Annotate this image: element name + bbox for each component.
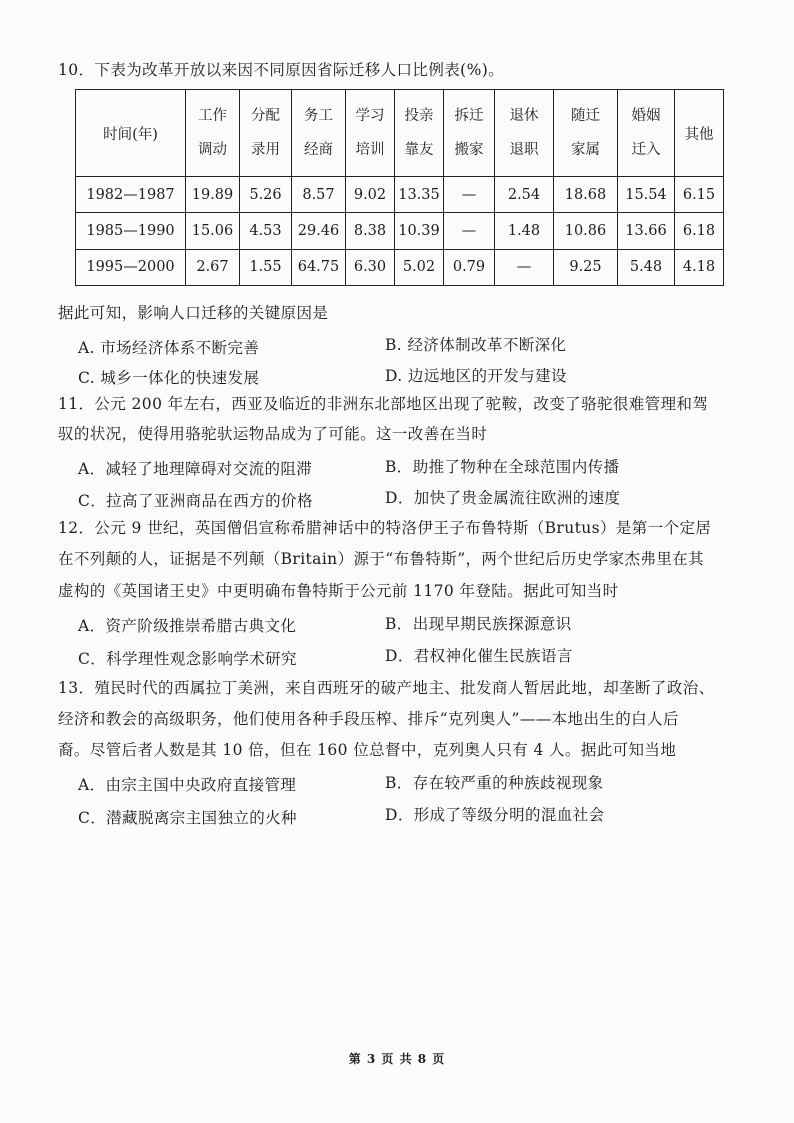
table-cell: 0.79 [444,249,495,285]
q10-stem: 10．下表为改革开放以来因不同原因省际迁移人口比例表(%)。 [58,61,505,79]
table-cell: 4.53 [240,213,292,249]
q11-stem-line1: 11．公元 200 年左右，西亚及临近的非洲东北部地区出现了驼鞍，改变了骆驼很难管理和驾 [58,395,709,413]
table-cell: 5.26 [240,177,292,213]
table-cell: — [444,213,495,249]
table-cell: 10.39 [395,213,444,249]
q13-option-a[interactable]: A．由宗主国中央政府直接管理 [78,776,297,794]
table-cell: 5.02 [395,249,444,285]
header-cell-retirement: 退休 退职 [495,90,554,177]
q12-stem-line2: 在不列颠的人，证据是不列颠（Britain）源于“布鲁特斯”，两个世纪后历史学家杰弗里在其 [58,550,705,568]
table-cell: — [495,249,554,285]
q12-stem-line1: 12．公元 9 世纪，英国僧侣宣称希腊神话中的特洛伊王子布鲁特斯（Brutus）是第一个定居 [58,519,712,537]
table-cell: 8.57 [292,177,346,213]
header-cell-marriage: 婚姻 迁入 [618,90,675,177]
q10-option-b[interactable]: B. 经济体制改革不断深化 [385,336,567,354]
q12-option-b[interactable]: B．出现早期民族探源意识 [385,615,572,633]
table-cell: 1995—2000 [76,249,186,285]
table-cell: 29.46 [292,213,346,249]
header-cell-family: 随迁 家属 [554,90,618,177]
q10-option-d[interactable]: D. 边远地区的开发与建设 [385,367,567,385]
table-cell: 18.68 [554,177,618,213]
q11-option-d[interactable]: D．加快了贵金属流往欧洲的速度 [385,489,621,507]
q13-stem-line1: 13．殖民时代的西属拉丁美洲，来自西班牙的破产地主、批发商人暂居此地，却垄断了政治、 [58,679,715,697]
header-cell-assignment: 分配 录用 [240,90,292,177]
q11-option-b[interactable]: B．助推了物种在全球范围内传播 [385,458,620,476]
table-cell: 1985—1990 [76,213,186,249]
table-cell: 1.48 [495,213,554,249]
table-cell: 13.35 [395,177,444,213]
q13-option-d[interactable]: D．形成了等级分明的混血社会 [385,806,605,824]
table-cell: 5.48 [618,249,675,285]
table-cell: 6.30 [346,249,395,285]
table-cell: 8.38 [346,213,395,249]
table-cell: — [444,177,495,213]
table-cell: 6.15 [675,177,724,213]
table-cell: 2.54 [495,177,554,213]
q10-option-a[interactable]: A. 市场经济体系不断完善 [78,339,260,357]
table-row [76,177,724,213]
table-cell: 1982—1987 [76,177,186,213]
q11-option-c[interactable]: C．拉高了亚洲商品在西方的价格 [78,492,313,510]
q12-stem-line3: 虚构的《英国诸王史》中更明确布鲁特斯于公元前 1170 年登陆。据此可知当时 [58,582,619,600]
q13-option-c[interactable]: C．潜藏脱离宗主国独立的火种 [78,809,297,827]
table-cell: 4.18 [675,249,724,285]
q11-option-a[interactable]: A．减轻了地理障碍对交流的阻滞 [78,460,313,478]
table-row [76,249,724,285]
table-cell: 9.02 [346,177,395,213]
table-cell: 15.06 [186,213,240,249]
table-cell: 64.75 [292,249,346,285]
header-cell-relatives: 投亲 靠友 [395,90,444,177]
header-cell-study: 学习 培训 [346,90,395,177]
header-cell-time: 时间(年) [76,90,186,177]
table-cell: 10.86 [554,213,618,249]
table-header-row [76,90,724,177]
table-cell: 19.89 [186,177,240,213]
table-row [76,213,724,249]
header-cell-work-transfer: 工作 调动 [186,90,240,177]
table-cell: 6.18 [675,213,724,249]
header-cell-business: 务工 经商 [292,90,346,177]
table-cell: 9.25 [554,249,618,285]
q10-question: 据此可知，影响人口迁移的关键原因是 [58,304,329,322]
table-cell: 13.66 [618,213,675,249]
q13-stem-line3: 裔。尽管后者人数是其 10 倍，但在 160 位总督中，克列奥人只有 4 人。据此可知当地 [58,741,677,759]
q13-stem-line2: 经济和教会的高级职务，他们使用各种手段压榨、排斥“克列奥人”——本地出生的白人后 [58,710,679,728]
header-cell-relocation: 拆迁 搬家 [444,90,495,177]
q13-option-b[interactable]: B．存在较严重的种族歧视现象 [385,774,604,792]
migration-table [75,89,724,286]
header-cell-other: 其他 [675,90,724,177]
q10-option-c[interactable]: C. 城乡一体化的快速发展 [78,369,260,387]
table-cell: 1.55 [240,249,292,285]
q11-stem-line2: 驭的状况，使得用骆驼驮运物品成为了可能。这一改善在当时 [58,425,488,443]
q12-option-c[interactable]: C．科学理性观念影响学术研究 [78,650,297,668]
table-cell: 2.67 [186,249,240,285]
q12-option-a[interactable]: A．资产阶级推崇希腊古典文化 [78,617,297,635]
table-cell: 15.54 [618,177,675,213]
page-footer: 第 3 页 共 8 页 [348,1052,446,1066]
q12-option-d[interactable]: D．君权神化催生民族语言 [385,647,573,665]
